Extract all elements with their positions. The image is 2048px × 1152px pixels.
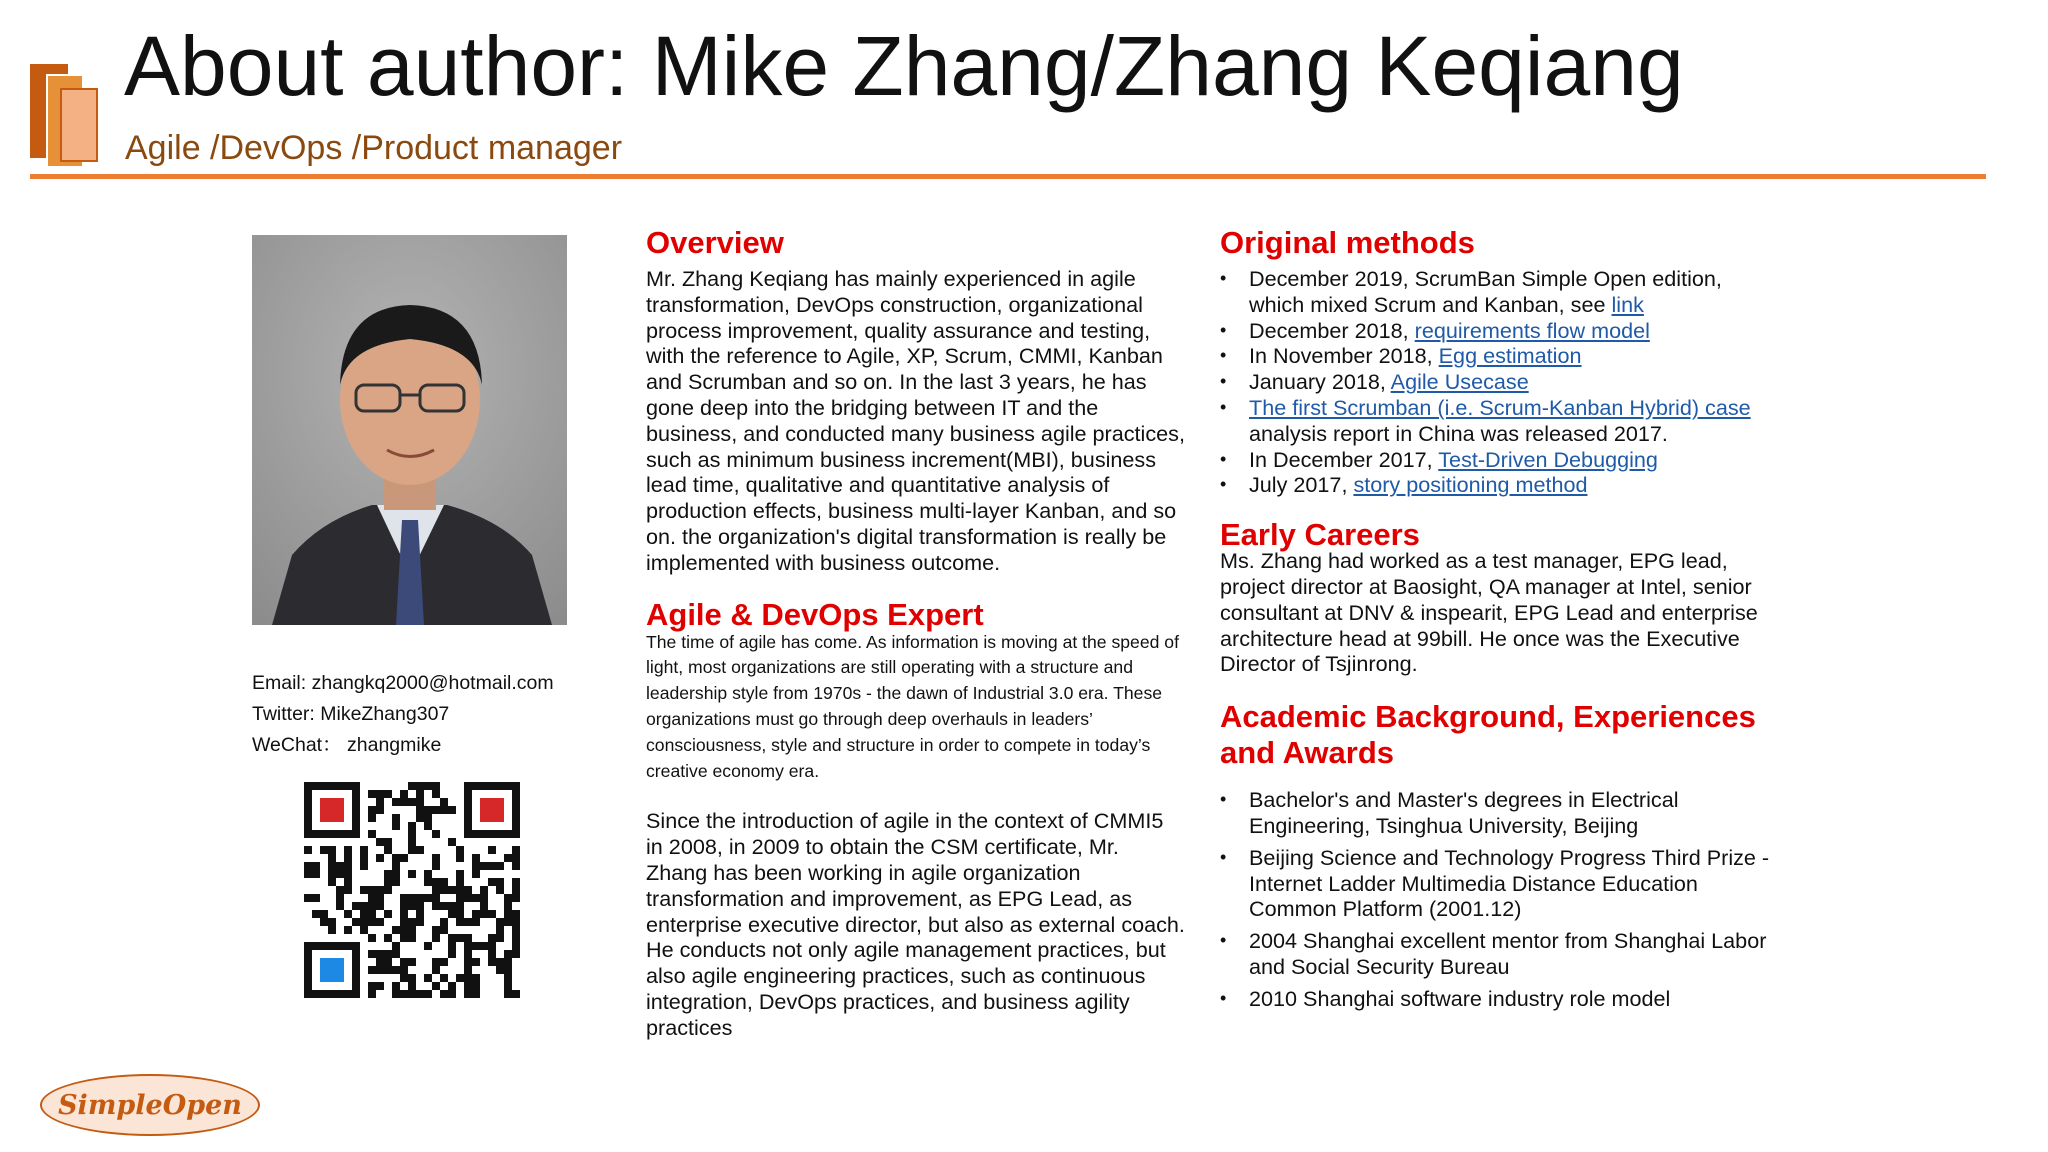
method-link[interactable]: requirements flow model	[1414, 317, 1650, 343]
list-item: • 2004 Shanghai excellent mentor from Shanghai Labor and Social Security Bureau	[1220, 928, 1780, 980]
methods-list	[1220, 266, 1780, 498]
careers-heading: Early Careers	[1220, 517, 1420, 553]
list-item: • December 2019, ScrumBan Simple Open edition, which mixed Scrum and Kanban, see link	[1220, 266, 1780, 318]
list-item: • July 2017, story positioning method	[1220, 472, 1780, 498]
right-column	[1220, 224, 1780, 1018]
contact-info	[252, 668, 554, 761]
page-subtitle: Agile /DevOps /Product manager	[125, 129, 623, 167]
header-divider	[30, 174, 1986, 179]
list-item: • December 2018, requirements flow model	[1220, 318, 1780, 344]
list-item: • The first Scrumban (i.e. Scrum-Kanban Hybrid) case analysis report in China was released 2017.	[1220, 395, 1780, 447]
page-title: About author: Mike Zhang/Zhang Keqiang	[124, 19, 1684, 113]
list-item: • Bachelor's and Master's degrees in Electrical Engineering, Tsinghua University, Beijing	[1220, 787, 1780, 839]
simpleopen-logo	[40, 1074, 260, 1136]
careers-text: Ms. Zhang had worked as a test manager, EPG lead, project director at Baosight, QA manager at Intel, senior consultant at DNV & inspearit, EPG Lead and enterprise architecture head at 99bill. He once was the Executive Director of Tsjinrong.	[1220, 548, 1758, 677]
academic-heading: Academic Background, Experiences and Awards	[1220, 699, 1756, 771]
author-photo	[252, 235, 567, 625]
method-link[interactable]: Test-Driven Debugging	[1438, 446, 1658, 472]
method-link[interactable]: link	[1611, 291, 1644, 317]
methods-heading: Original methods	[1220, 225, 1475, 260]
method-link[interactable]: Egg estimation	[1438, 343, 1582, 369]
expert-text-2: Since the introduction of agile in the context of CMMI5 in 2008, in 2009 to obtain the CSM certificate, Mr. Zhang has been working in agile organization transformation and improvement, as EPG Lead, as enterprise executive director, but also as external coach. He conducts not only agile management practices, but also agile engineering practices, such as continuous integration, DevOps practices, and business agility practices	[646, 808, 1185, 1040]
contact-wechat: WeChat： zhangmike	[252, 734, 442, 756]
contact-twitter: Twitter: MikeZhang307	[252, 703, 450, 725]
method-link[interactable]: Agile Usecase	[1390, 369, 1529, 395]
wechat-qr-code	[304, 782, 520, 998]
brand-name: SimpleOpen	[58, 1089, 242, 1121]
expert-heading: Agile & DevOps Expert	[646, 596, 984, 632]
expert-text-1: The time of agile has come. As information is moving at the speed of light, most organizations are still operating with a structure and leadership style from 1970s - the dawn of Industrial 3.0 era. These organizations must go through deep overhauls in leaders’ consciousness, style and structure in order to compete in today’s creative economy era.	[646, 631, 1179, 781]
contact-email: Email: zhangkq2000@hotmail.com	[252, 672, 554, 694]
list-item: • Beijing Science and Technology Progress Third Prize - Internet Ladder Multimedia Distance Education Common Platform (2001.12)	[1220, 845, 1780, 922]
overview-text: Mr. Zhang Keqiang has mainly experienced in agile transformation, DevOps construction, organizational process improvement, quality assurance and testing, with the reference to Agile, XP, Scrum, CMMI, Kanban and Scrumban and so on. In the last 3 years, he has gone deep into the bridging between IT and the business, and conducted many business agile practices, such as minimum business increment(MBI), business lead time, qualitative and quantitative analysis of production effects, business multi-layer Kanban, and so on. the organization's digital transformation is really be implemented with business outcome.	[646, 266, 1185, 575]
method-link[interactable]: The first Scrumban (i.e. Scrum-Kanban Hybrid) case	[1249, 394, 1751, 420]
list-item: • 2010 Shanghai software industry role model	[1220, 986, 1780, 1012]
overview-heading: Overview	[646, 225, 784, 260]
list-item: • In November 2018, Egg estimation	[1220, 343, 1780, 369]
method-link[interactable]: story positioning method	[1353, 472, 1588, 498]
list-item: • In December 2017, Test-Driven Debugging	[1220, 447, 1780, 473]
academic-list	[1220, 787, 1780, 1011]
middle-column	[646, 224, 1186, 1041]
logo-icon	[30, 64, 102, 164]
list-item: • January 2018, Agile Usecase	[1220, 369, 1780, 395]
